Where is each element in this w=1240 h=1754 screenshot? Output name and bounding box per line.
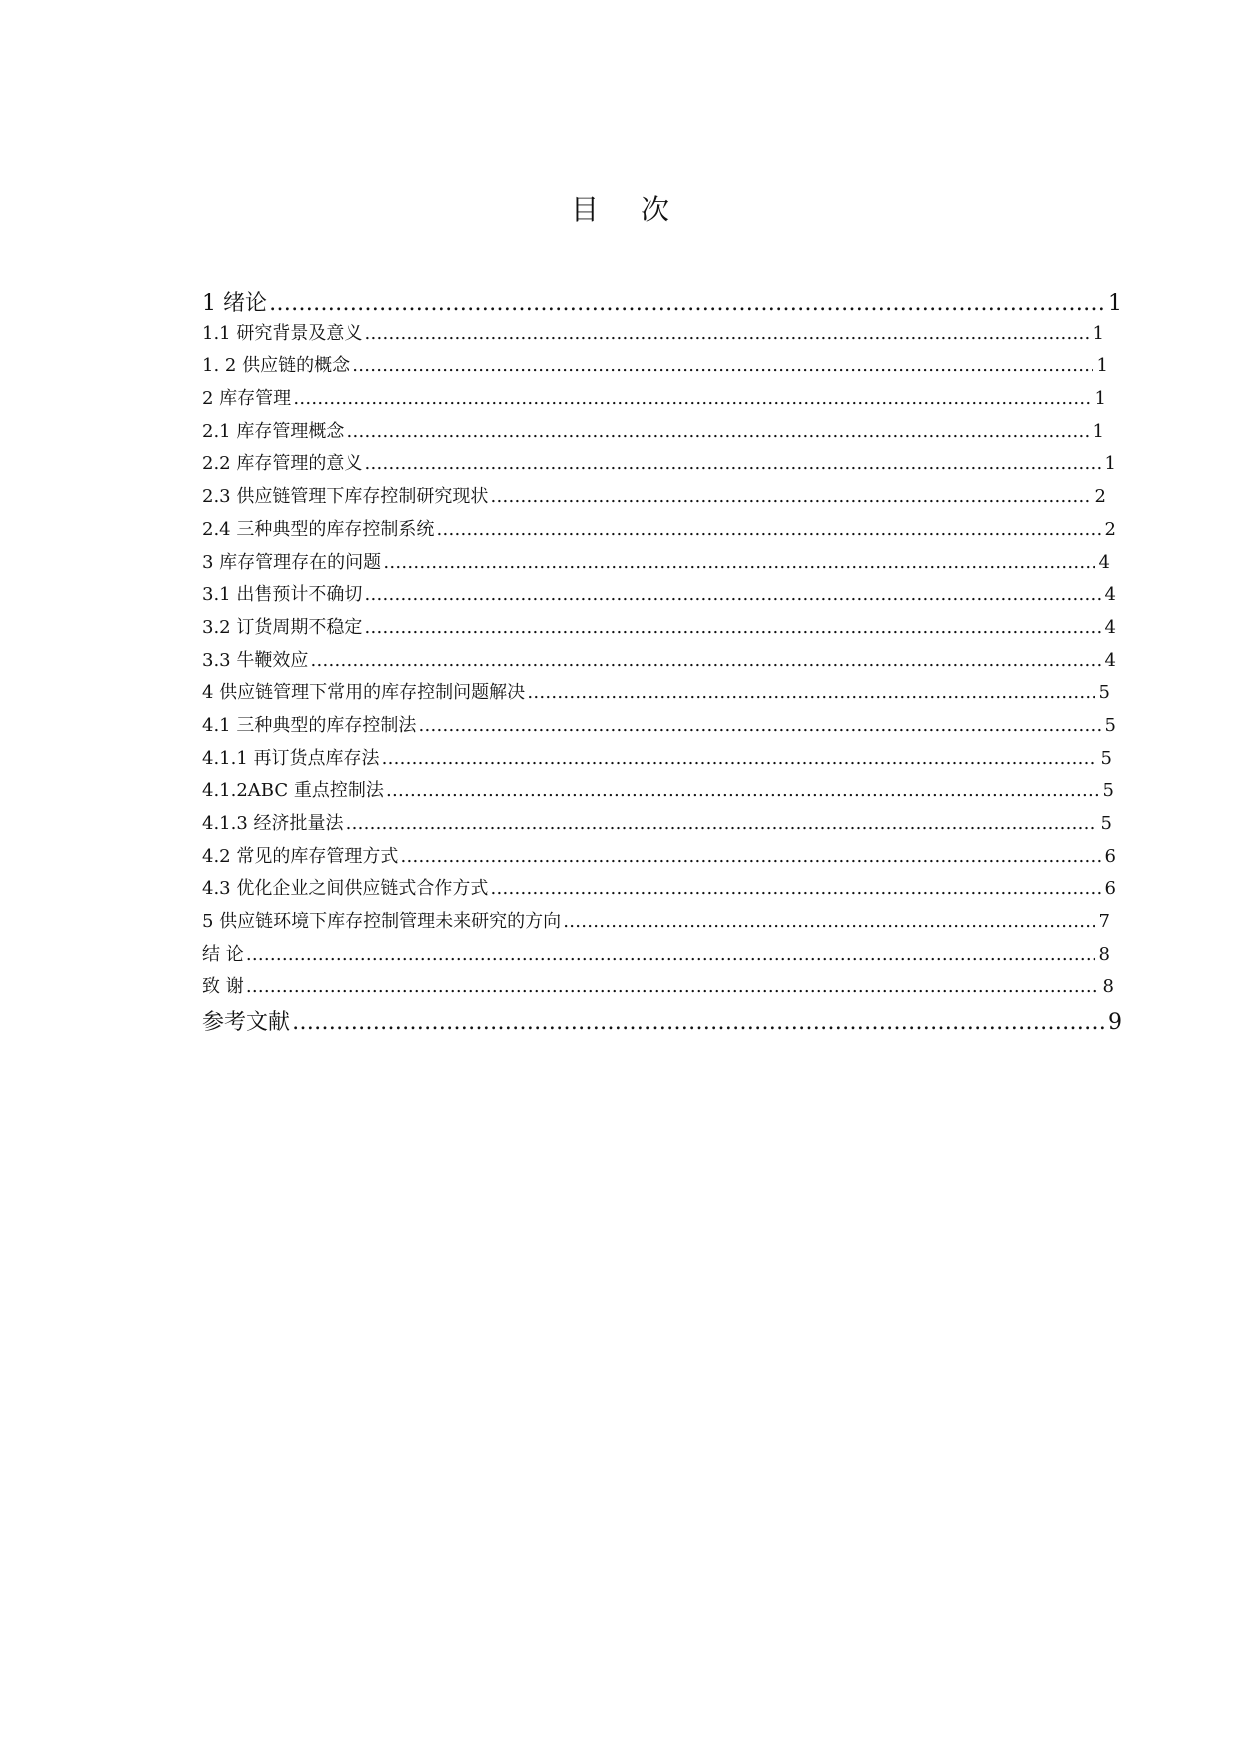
toc-entry-page-number: 5 xyxy=(1102,780,1114,802)
toc-entry-page-number: 9 xyxy=(1108,1010,1122,1036)
toc-entry-page-number: 4 xyxy=(1104,616,1116,638)
toc-entry-label: 1. 2 供应链的概念 xyxy=(202,355,351,377)
toc-entry[interactable] xyxy=(202,580,1116,613)
toc-entry[interactable] xyxy=(202,515,1116,548)
toc-leader-dots xyxy=(436,519,1100,540)
toc-entry-page-number: 6 xyxy=(1104,878,1116,900)
toc-leader-dots xyxy=(310,650,1100,671)
toc-entry[interactable] xyxy=(202,417,1104,450)
toc-leader-dots xyxy=(364,453,1100,474)
toc-entry-page-number: 4 xyxy=(1104,649,1116,671)
toc-entry-label: 2.2 库存管理的意义 xyxy=(202,453,363,475)
toc-entry[interactable] xyxy=(202,384,1106,417)
toc-entry[interactable] xyxy=(202,776,1114,809)
toc-leader-dots xyxy=(346,421,1088,442)
toc-entry[interactable] xyxy=(202,842,1116,875)
toc-entry-label: 2.1 库存管理概念 xyxy=(202,420,345,442)
toc-leader-dots xyxy=(246,976,1099,997)
toc-entry-page-number: 1 xyxy=(1104,453,1116,475)
toc-entry-label: 5 供应链环境下库存控制管理未来研究的方向 xyxy=(202,911,562,933)
toc-entry[interactable] xyxy=(202,286,1122,319)
toc-entry-label: 4.1 三种典型的库存控制法 xyxy=(202,714,417,736)
toc-entry[interactable] xyxy=(202,319,1104,352)
toc-leader-dots xyxy=(383,552,1094,573)
toc-entry-label: 3.3 牛鞭效应 xyxy=(202,649,309,671)
toc-entry-label: 1 绪论 xyxy=(202,291,267,316)
toc-entry-page-number: 8 xyxy=(1102,976,1114,998)
toc-entry[interactable] xyxy=(202,972,1114,1005)
toc-leader-dots xyxy=(386,780,1099,801)
toc-entry-label: 4.1.3 经济批量法 xyxy=(202,813,344,834)
toc-entry-page-number: 5 xyxy=(1104,714,1116,736)
toc-entry-page-number: 1 xyxy=(1092,322,1104,344)
toc-leader-dots xyxy=(364,617,1100,638)
toc-entry[interactable] xyxy=(202,678,1110,711)
toc-entry-page-number: 5 xyxy=(1098,682,1110,704)
toc-entry-label: 4.2 常见的库存管理方式 xyxy=(202,845,399,867)
toc-entry[interactable] xyxy=(202,744,1112,777)
toc-entry-label: 4 供应链管理下常用的库存控制问题解决 xyxy=(202,682,526,704)
toc-entry-page-number: 1 xyxy=(1092,420,1104,442)
toc-entry-page-number: 7 xyxy=(1098,911,1110,933)
toc-entry-label: 3.1 出售预计不确切 xyxy=(202,584,363,606)
toc-entry[interactable] xyxy=(202,1005,1122,1038)
toc-entry-page-number: 5 xyxy=(1100,747,1112,769)
toc-entry-page-number: 2 xyxy=(1104,518,1116,540)
toc-entry-label: 结 论 xyxy=(202,943,244,965)
toc-leader-dots xyxy=(364,584,1100,605)
toc-entry[interactable] xyxy=(202,711,1116,744)
toc-leader-dots xyxy=(246,944,1095,965)
toc-leader-dots xyxy=(269,291,1104,316)
toc-entry-page-number: 5 xyxy=(1100,813,1112,834)
toc-entry-page-number: 6 xyxy=(1104,845,1116,867)
toc-entry-label: 致 谢 xyxy=(202,976,244,998)
toc-entry-page-number: 8 xyxy=(1098,943,1110,965)
toc-entry[interactable] xyxy=(202,449,1116,482)
toc-entry-label: 4.1.1 再订货点库存法 xyxy=(202,747,380,769)
toc-entry[interactable] xyxy=(202,351,1108,384)
toc-entry-label: 1.1 研究背景及意义 xyxy=(202,322,363,344)
toc-leader-dots xyxy=(346,813,1097,834)
toc-entry-page-number: 1 xyxy=(1096,355,1108,377)
table-of-contents xyxy=(202,286,1122,1038)
toc-entry[interactable] xyxy=(202,940,1110,973)
toc-leader-dots xyxy=(490,878,1100,899)
toc-entry[interactable] xyxy=(202,613,1116,646)
toc-entry-label: 3.2 订货周期不稳定 xyxy=(202,616,363,638)
toc-entry[interactable] xyxy=(202,874,1116,907)
toc-entry-label: 2.3 供应链管理下库存控制研究现状 xyxy=(202,486,489,508)
toc-entry-page-number: 2 xyxy=(1094,486,1106,508)
toc-entry-page-number: 1 xyxy=(1108,291,1122,316)
toc-entry[interactable] xyxy=(202,482,1106,515)
toc-leader-dots xyxy=(400,846,1100,867)
toc-leader-dots xyxy=(292,1010,1104,1035)
toc-entry-label: 参考文献 xyxy=(202,1010,291,1036)
toc-leader-dots xyxy=(382,748,1097,769)
toc-leader-dots xyxy=(364,323,1088,344)
toc-entry-label: 2 库存管理 xyxy=(202,388,292,410)
toc-leader-dots xyxy=(563,911,1094,932)
toc-entry-page-number: 4 xyxy=(1098,551,1110,573)
toc-leader-dots xyxy=(527,682,1094,703)
page-title: 目次 xyxy=(570,193,711,226)
toc-entry-label: 4.1.2ABC 重点控制法 xyxy=(202,780,384,802)
toc-entry-page-number: 1 xyxy=(1094,388,1106,410)
toc-entry[interactable] xyxy=(202,548,1110,581)
toc-leader-dots xyxy=(490,486,1090,507)
toc-entry[interactable] xyxy=(202,809,1112,842)
toc-entry-page-number: 4 xyxy=(1104,584,1116,606)
toc-entry[interactable] xyxy=(202,907,1110,940)
toc-entry-label: 3 库存管理存在的问题 xyxy=(202,551,382,573)
toc-entry[interactable] xyxy=(202,646,1116,679)
toc-entry-label: 4.3 优化企业之间供应链式合作方式 xyxy=(202,878,489,900)
toc-leader-dots xyxy=(352,355,1092,376)
toc-leader-dots xyxy=(293,388,1090,409)
toc-entry-label: 2.4 三种典型的库存控制系统 xyxy=(202,518,435,540)
toc-leader-dots xyxy=(418,715,1100,736)
